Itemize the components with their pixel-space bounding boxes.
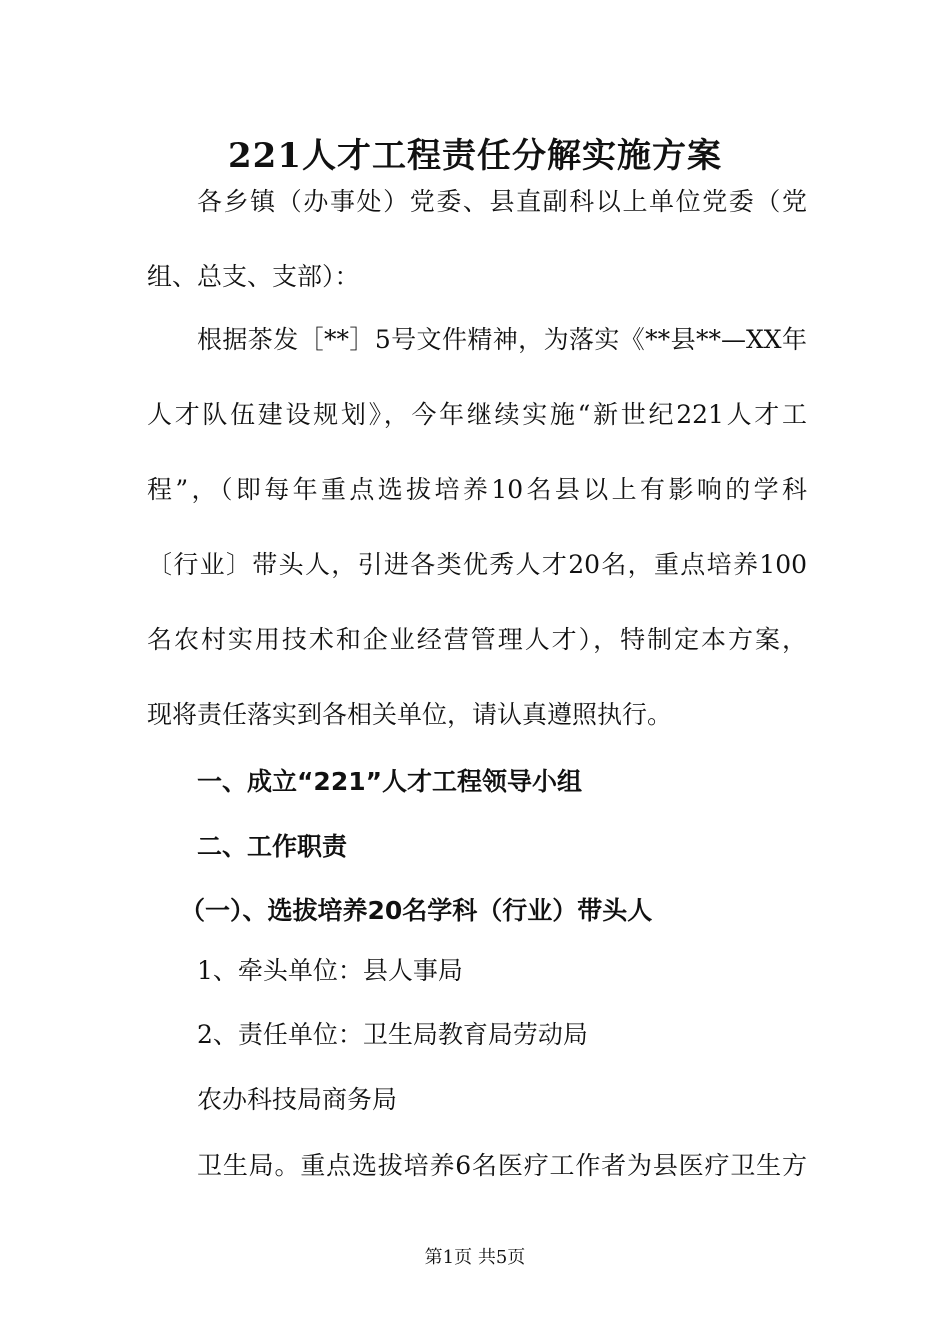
paragraph-line: 〔行业〕带头人，引进各类优秀人才20名，重点培养100 [147, 550, 807, 579]
page-footer: 第1页 共5页 [424, 1247, 526, 1268]
section-heading-1: 一、成立“221”人才工程领导小组 [197, 767, 583, 796]
paragraph-line: 人才队伍建设规划》，今年继续实施“新世纪221人才工 [147, 400, 807, 429]
section-heading-2: 二、工作职责 [197, 832, 348, 861]
salutation-line-1: 各乡镇（办事处）党委、县直副科以上单位党委（党 [197, 187, 807, 216]
list-item-lead-unit: 1、牵头单位：县人事局 [197, 956, 463, 985]
paragraph-line: 现将责任落实到各相关单位，请认真遵照执行。 [147, 700, 673, 729]
document-title: 221人才工程责任分解实施方案 [228, 136, 722, 176]
salutation-line-2: 组、总支、支部）： [147, 262, 360, 291]
list-item-responsible-units: 2、责任单位：卫生局教育局劳动局 [197, 1020, 588, 1049]
paragraph-line: 名农村实用技术和企业经营管理人才），特制定本方案， [147, 625, 807, 654]
list-item-responsible-units-cont: 农办科技局商务局 [197, 1085, 398, 1114]
paragraph-line: 根据茶发［**］5号文件精神，为落实《**县**—XX年 [197, 325, 807, 354]
paragraph-line: 程”，（即每年重点选拔培养10名县以上有影响的学科 [147, 475, 807, 504]
health-bureau-line: 卫生局。重点选拔培养6名医疗工作者为县医疗卫生方 [197, 1151, 807, 1180]
subsection-heading-1: （一）、选拔培养20名学科（行业）带头人 [180, 896, 653, 925]
